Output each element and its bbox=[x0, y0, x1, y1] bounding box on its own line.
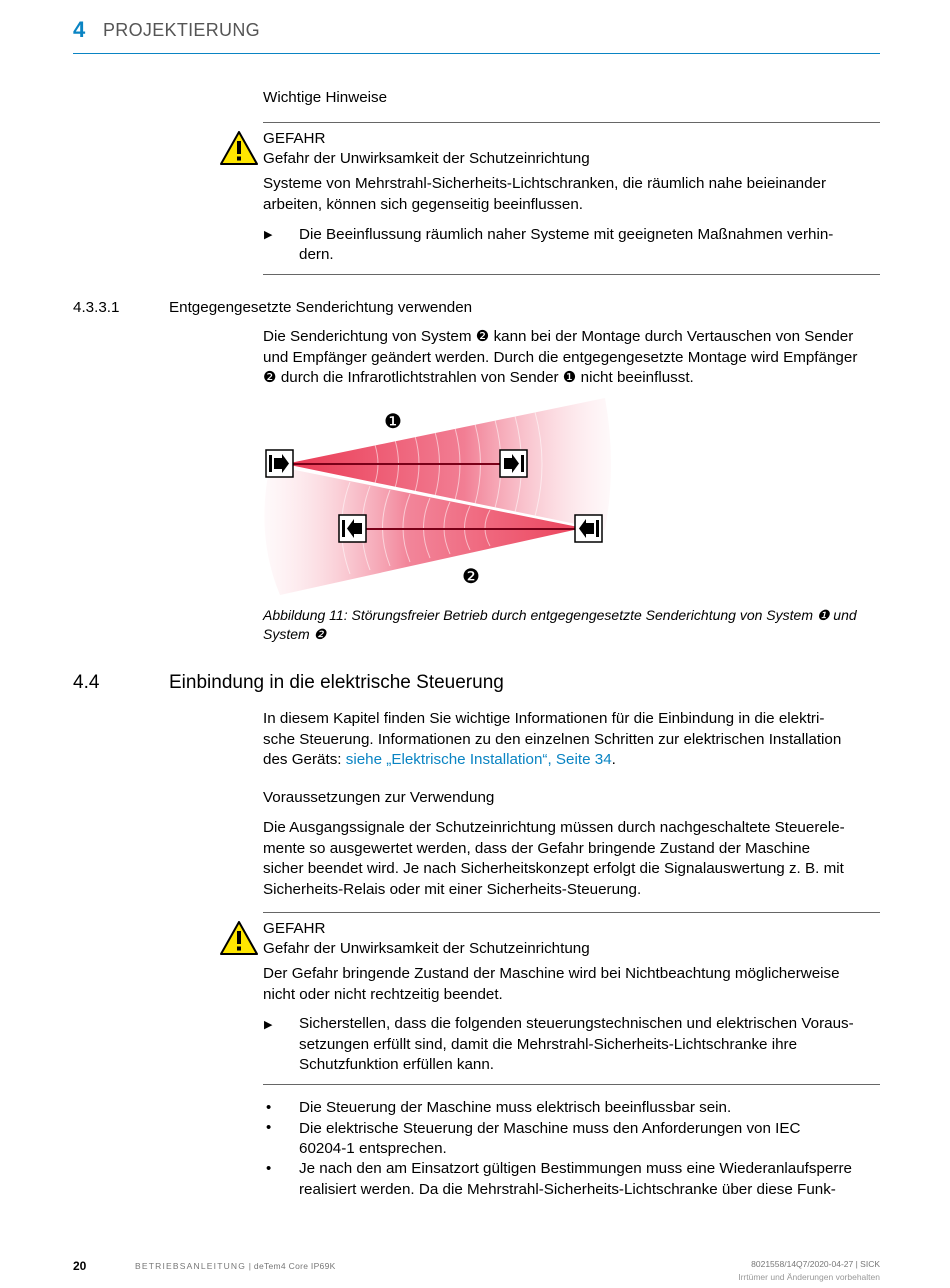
action-arrow-icon: ▶ bbox=[264, 1019, 273, 1031]
sender-1 bbox=[266, 450, 293, 477]
bullet-dot: • bbox=[266, 1160, 272, 1177]
figure-caption-line: Abbildung 11: Störungsfreier Betrieb durch entgegengesetzte Senderichtung von System ❶ und bbox=[263, 607, 857, 623]
danger-text-line: Der Gefahr bringende Zustand der Maschine wird bei Nichtbeachtung möglicherweise bbox=[263, 965, 840, 982]
action-line: Sicherstellen, dass die folgenden steuerungstechnischen und elektrischen Voraus- bbox=[299, 1015, 854, 1032]
danger-subtitle: Gefahr der Unwirksamkeit der Schutzeinrichtung bbox=[263, 150, 590, 167]
paragraph-line: sche Steuerung. Informationen zu den einzelnen Schritten zur elektrischen Installation bbox=[263, 730, 842, 748]
notice-rule-bottom bbox=[263, 1084, 880, 1085]
doc-type: BETRIEBSANLEITUNG bbox=[135, 1261, 247, 1271]
section-title: Entgegengesetzte Senderichtung verwenden bbox=[169, 299, 473, 316]
disclaimer: Irrtümer und Änderungen vorbehalten bbox=[738, 1272, 880, 1282]
bullet-dot: • bbox=[266, 1119, 272, 1136]
list-item: Je nach den am Einsatzort gültigen Bestimmungen muss eine Wiederanlaufsperre bbox=[299, 1160, 852, 1177]
bullet-dot: • bbox=[266, 1099, 272, 1116]
paragraph-line: Die Senderichtung von System ❷ kann bei der Montage durch Vertauschen von Sender bbox=[263, 328, 854, 345]
section-number: 4.4 bbox=[73, 672, 100, 693]
danger-text-line: nicht oder nicht rechtzeitig beendet. bbox=[263, 985, 503, 1003]
doc-id: 8021558/14Q7/2020-04-27 | SICK bbox=[751, 1259, 880, 1269]
list-item: Die Steuerung der Maschine muss elektrisch beeinflussbar sein. bbox=[299, 1099, 732, 1116]
text: . bbox=[611, 751, 616, 768]
receiver-1 bbox=[500, 450, 527, 477]
paragraph-line: In diesem Kapitel finden Sie wichtige Informationen für die Einbindung in die elektri- bbox=[263, 710, 825, 727]
system-2-label: ❷ bbox=[462, 566, 480, 588]
notice-rule-top bbox=[263, 122, 880, 123]
danger-text-line: Systeme von Mehrstrahl-Sicherheits-Lichtschranken, die räumlich nahe beieinander bbox=[263, 175, 827, 192]
footer-doc-type bbox=[135, 1261, 336, 1271]
figure-caption-line: System ❷ bbox=[263, 626, 327, 642]
paragraph-line: Sicherheits-Relais oder mit einer Sicherheits-Steuerung. bbox=[263, 880, 642, 898]
list-item: realisiert werden. Da die Mehrstrahl-Sicherheits-Lichtschranke über diese Funk- bbox=[299, 1180, 836, 1198]
notice-rule-top bbox=[263, 912, 880, 913]
section-title: Einbindung in die elektrische Steuerung bbox=[169, 672, 504, 693]
list-item: 60204-1 entsprechen. bbox=[299, 1140, 447, 1157]
action-line: dern. bbox=[299, 246, 334, 263]
danger-text-line: arbeiten, können sich gegenseitig beeinflussen. bbox=[263, 195, 584, 213]
installation-link[interactable]: siehe „Elektrische Installation“, Seite 34 bbox=[345, 751, 612, 768]
list-item: Die elektrische Steuerung der Maschine muss den Anforderungen von IEC bbox=[299, 1119, 801, 1137]
action-line: Die Beeinflussung räumlich naher Systeme mit geeigneten Maßnahmen verhin- bbox=[299, 226, 834, 243]
action-line: Schutzfunktion erfüllen kann. bbox=[299, 1056, 495, 1073]
receiver-2 bbox=[339, 515, 366, 542]
notice-title: Wichtige Hinweise bbox=[263, 89, 388, 106]
warning-icon bbox=[220, 131, 258, 165]
product-name: | deTem4 Core IP69K bbox=[246, 1261, 336, 1271]
warning-icon bbox=[220, 921, 258, 955]
danger-label: GEFAHR bbox=[263, 920, 326, 937]
action-arrow-icon: ▶ bbox=[264, 229, 273, 241]
paragraph-line: mente so ausgewertet werden, dass der Gefahr bringende Zustand der Maschine bbox=[263, 839, 811, 857]
chapter-number: 4 bbox=[73, 17, 86, 42]
chapter-title: PROJEKTIERUNG bbox=[103, 20, 260, 40]
header-rule bbox=[73, 53, 880, 54]
section-number: 4.3.3.1 bbox=[73, 299, 120, 316]
page-number: 20 bbox=[73, 1259, 87, 1273]
danger-label: GEFAHR bbox=[263, 130, 326, 147]
system-1-label: ❶ bbox=[384, 411, 402, 433]
notice-rule-bottom bbox=[263, 274, 880, 275]
sender-2 bbox=[575, 515, 602, 542]
paragraph-line: und Empfänger geändert werden. Durch die entgegengesetzte Montage wird Empfänger bbox=[263, 348, 858, 366]
paragraph-line: ❷ durch die Infrarotlichtstrahlen von Sender ❶ nicht beeinflusst. bbox=[263, 369, 694, 386]
danger-subtitle: Gefahr der Unwirksamkeit der Schutzeinrichtung bbox=[263, 940, 590, 957]
paragraph-line: Die Ausgangssignale der Schutzeinrichtung müssen durch nachgeschaltete Steuerele- bbox=[263, 819, 845, 836]
action-line: setzungen erfüllt sind, damit die Mehrstrahl-Sicherheits-Lichtschranke ihre bbox=[299, 1035, 798, 1053]
paragraph-line bbox=[263, 750, 880, 771]
prereq-title: Voraussetzungen zur Verwendung bbox=[263, 789, 495, 806]
text: des Geräts: bbox=[263, 751, 346, 768]
interference-diagram bbox=[255, 395, 615, 600]
paragraph-line: sicher beendet wird. Je nach Sicherheitskonzept erfolgt die Signalauswertung z. B. mit bbox=[263, 860, 844, 877]
